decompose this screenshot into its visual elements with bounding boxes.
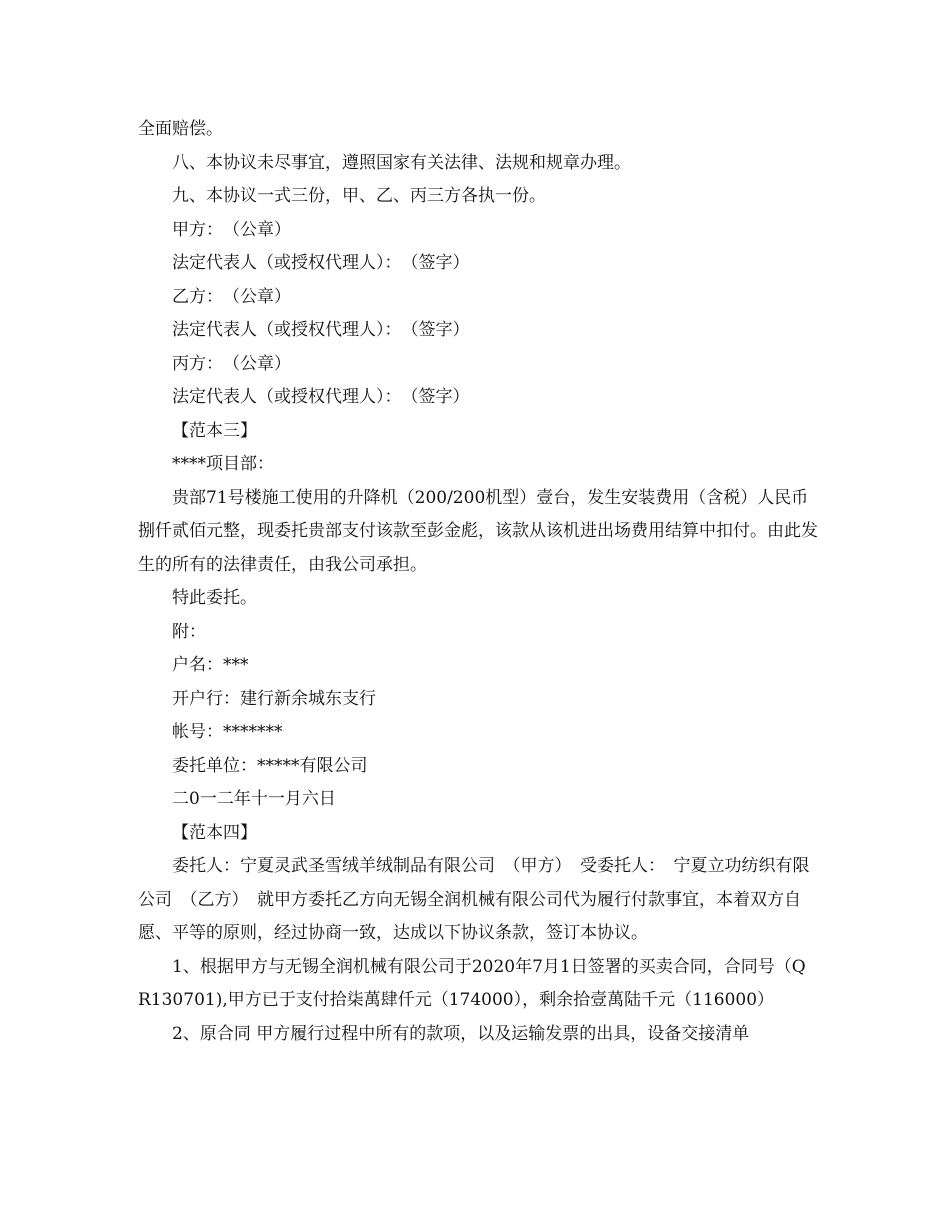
project-department-line: ****项目部： [172,454,274,474]
party-b-line: 乙方： （公章） [172,286,291,307]
date-line: 二0一二年十一月六日 [172,789,336,809]
bank-line: 开户行：建行新余城东支行 [172,688,376,709]
paragraph-line-1: 全面赔偿。 [138,119,223,139]
party-b-representative-line: 法定代表人（或授权代理人）： （签字） [172,320,470,340]
document-body [138,113,818,1051]
paragraph-line-3: 九、本协议一式三份，甲、乙、丙三方各执一份。 [172,186,546,206]
account-number-line: 帐号：******* [172,722,283,742]
entrusting-unit-line: 委托单位：*****有限公司 [172,755,368,776]
party-c-line: 丙方： （公章） [172,353,291,374]
clause-two: 2、原合同 甲方履行过程中所有的款项，以及运输发票的出具，设备交接清单 [172,1023,750,1044]
template-four-body: 委托人：宁夏灵武圣雪绒羊绒制品有限公司 （甲方） 受委托人： 宁夏立功纺织有限公司 （乙方） 就甲方委托乙方向无锡全润机械有限公司代为履行付款事宜，本着双方自愿、平等的原则，经过协商一致，达成以下协议条款，签订本协议。 [138,856,810,943]
party-a-representative-line: 法定代表人（或授权代理人）： （签字） [172,253,470,273]
template-three-body: 贵部71号楼施工使用的升降机（200/200机型）壹台，发生安装费用（含税）人民币捌仟贰佰元整，现委托贵部支付该款至彭金彪，该款从该机进出场费用结算中扣付。由此发生的所有的法律责任，由我公司承担。 [138,487,818,575]
template-three-heading: 【范本三】 [172,420,257,441]
party-c-representative-line: 法定代表人（或授权代理人）： （签字） [172,387,470,407]
entrustment-line: 特此委托。 [172,588,257,608]
paragraph-line-2: 八、本协议未尽事宜，遵照国家有关法律、法规和规章办理。 [172,152,631,173]
account-name-line: 户名：*** [172,655,249,675]
template-four-heading: 【范本四】 [172,822,257,843]
party-a-line: 甲方： （公章） [172,219,291,240]
clause-one: 1、根据甲方与无锡全润机械有限公司于2020年7月1日签署的买卖合同，合同号（QR130701),甲方已于支付拾柒萬肆仟元（174000），剩余拾壹萬陆千元（116000） [138,956,806,1010]
attachment-line: 附： [172,621,206,642]
